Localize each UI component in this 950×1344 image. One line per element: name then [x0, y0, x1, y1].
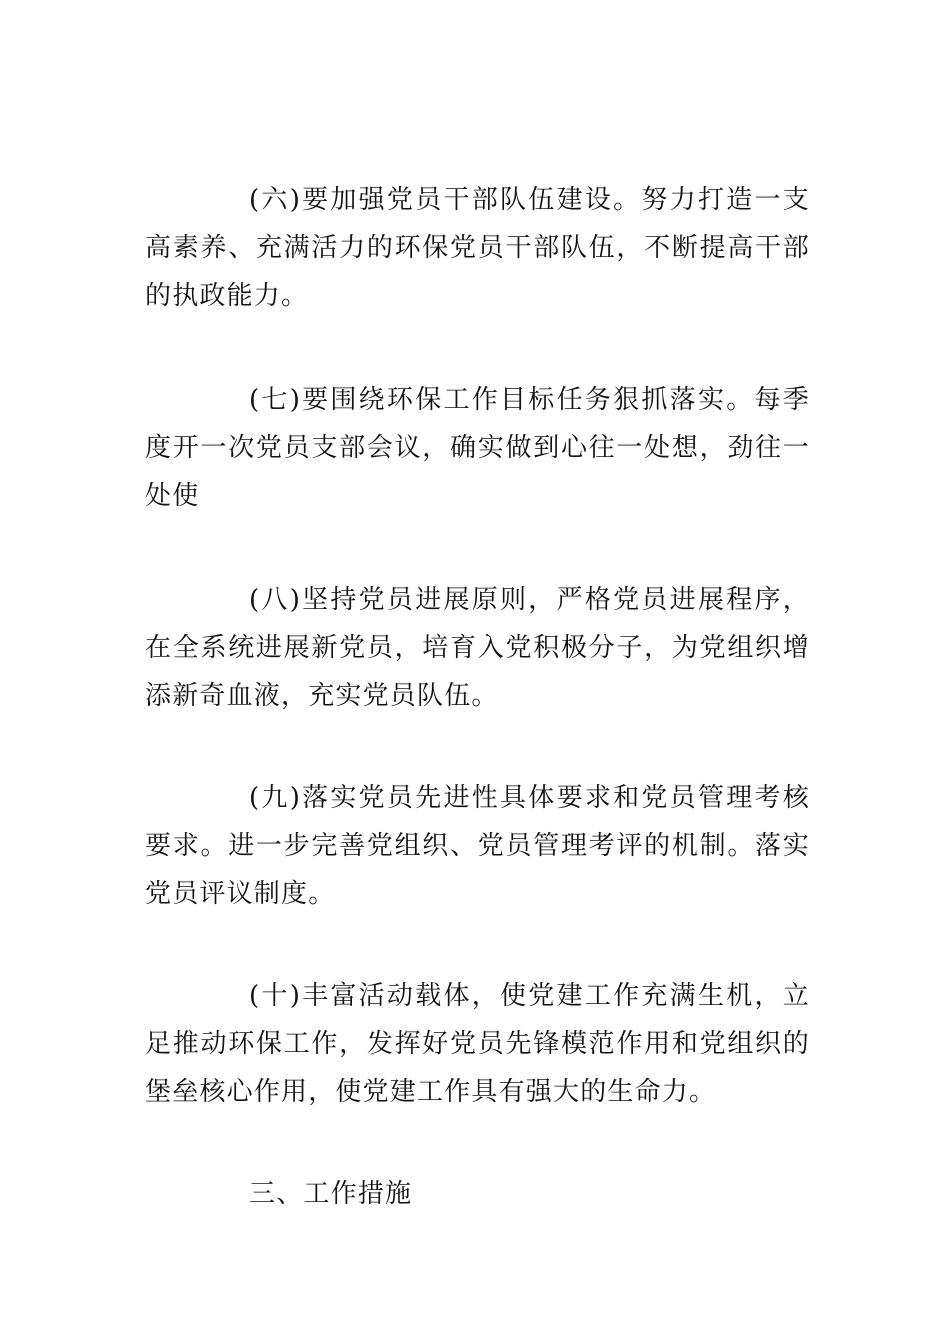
paragraph-item-6: (六)要加强党员干部队伍建设。努力打造一支高素养、充满活力的环保党员干部队伍，不断提高干部的执政能力。 — [145, 185, 810, 311]
paragraph-item-8: (八)坚持党员进展原则，严格党员进展程序，在全系统进展新党员，培育入党积极分子，为党组织增添新奇血液，充实党员队伍。 — [145, 585, 810, 711]
paragraph-item-9: (九)落实党员先进性具体要求和党员管理考核要求。进一步完善党组织、党员管理考评的机制。落实党员评议制度。 — [145, 783, 810, 909]
paragraph-item-10: (十)丰富活动载体，使党建工作充满生机，立足推动环保工作，发挥好党员先锋模范作用和党组织的堡垒核心作用，使党建工作具有强大的生命力。 — [145, 981, 810, 1107]
paragraph-item-7: (七)要围绕环保工作目标任务狠抓落实。每季度开一次党员支部会议，确实做到心往一处想，劲往一处使 — [145, 385, 810, 511]
section-heading: 三、工作措施 — [249, 1179, 413, 1209]
